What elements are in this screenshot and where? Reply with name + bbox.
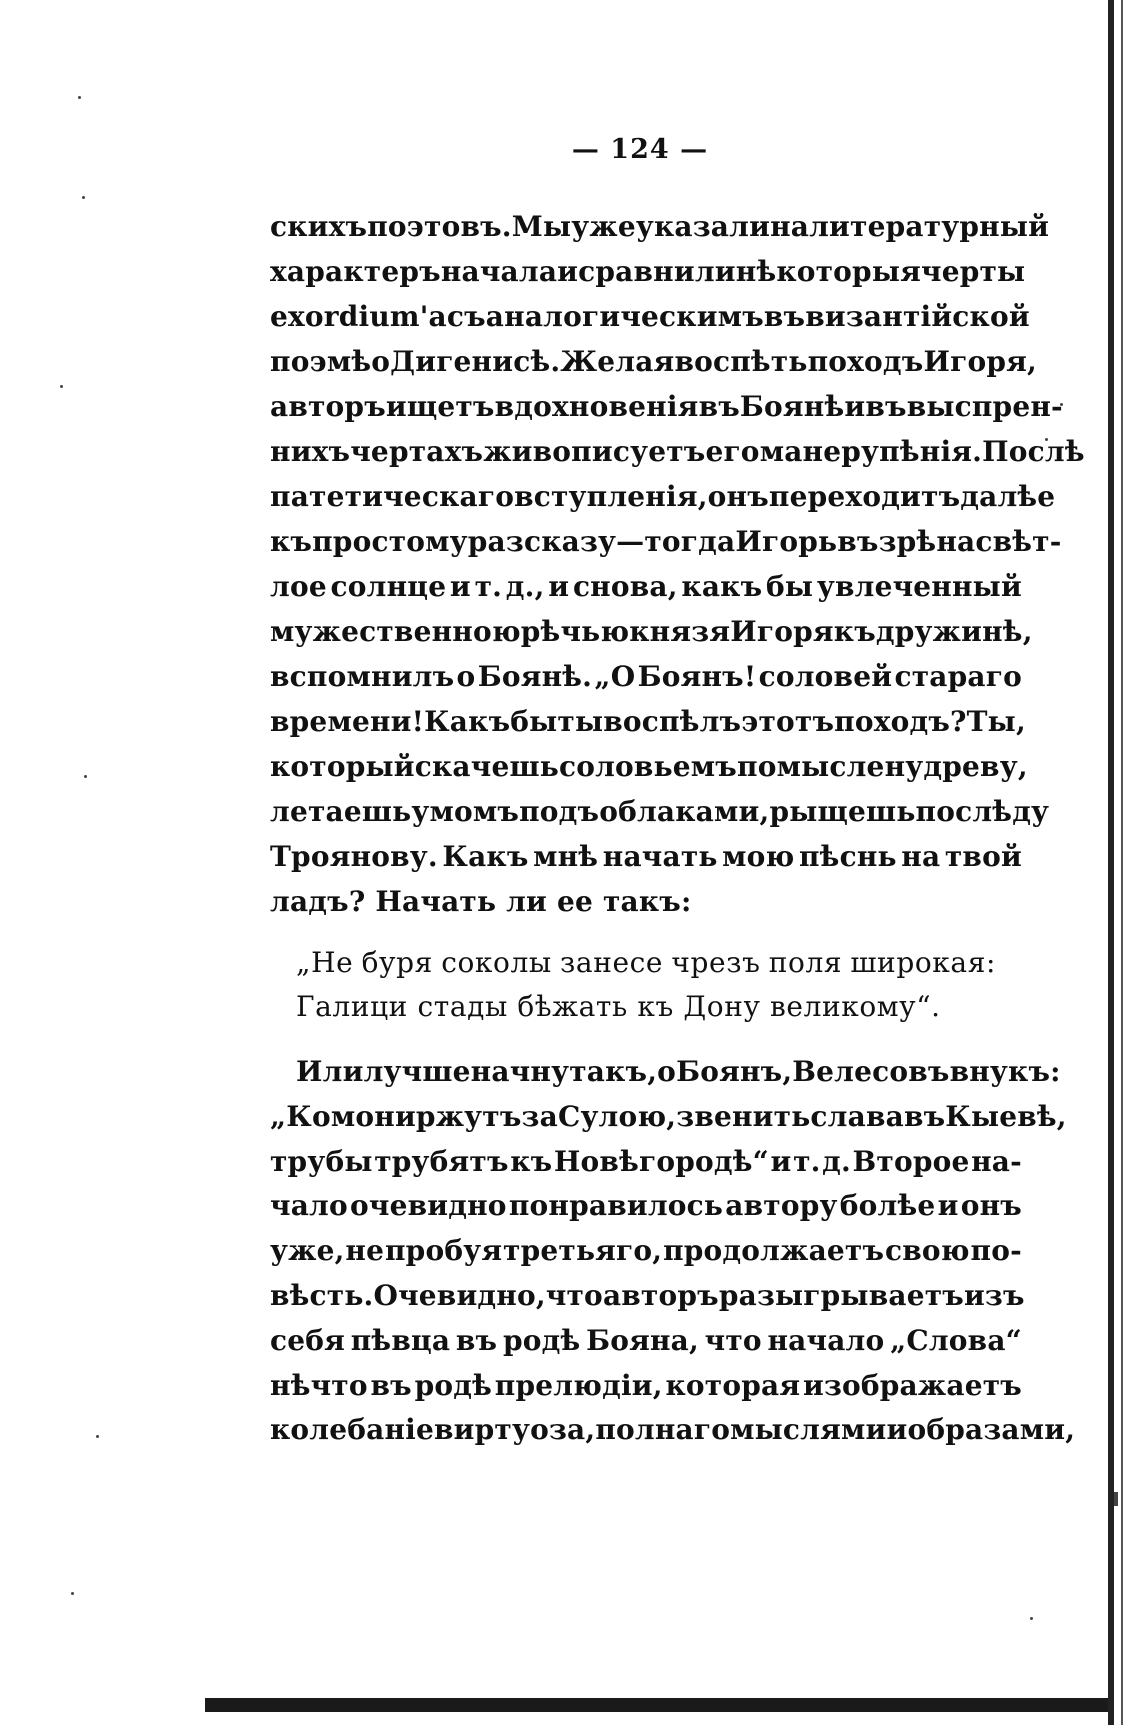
text-line: Или лучше начну такъ, о Боянъ, Велесовъ внукъ: — [296, 1055, 1061, 1088]
text-line: который скачешь соловьемъ по мыслену древу, — [270, 750, 1028, 783]
verse-line: „Не буря соколы занесе чрезъ поля широкая: — [296, 946, 996, 979]
scan-edge-right — [1108, 0, 1114, 1725]
text-line: себя пѣвца въ родѣ Бояна, что начало „Слова“ — [270, 1323, 1022, 1357]
text-line: вѣсть. Очевидно, что авторъ разыгрываетъ изъ — [270, 1278, 1025, 1312]
text-line: поэмѣ о Дигенисѣ. Желая воспѣть походъ Игоря, — [270, 345, 1037, 378]
text-line: „Комони ржутъ за Сулою, звенить слава въ Кыевѣ, — [270, 1099, 1067, 1133]
text-line: времени! Какъ бы ты воспѣлъ этотъ походъ? Ты, — [270, 705, 1026, 738]
text-line: патетическаго вступленія, онъ переходитъ далѣе — [270, 480, 1056, 513]
verse-quote — [296, 941, 996, 1029]
text-line: вспомнилъ о Боянѣ. „О Боянъ! соловей стараго — [270, 660, 1022, 693]
text-line: ладъ? Начать ли ее такъ: — [270, 885, 692, 918]
text-line: exordium'а съ аналогическимъ въ византійской — [270, 300, 1030, 333]
paragraph-2 — [270, 1050, 1076, 1453]
text-line: нѣчто въ родѣ прелюдіи, которая изображаетъ — [270, 1368, 1022, 1402]
text-line: авторъ ищетъ вдохновенія въ Боянѣ и въ выспрен- — [270, 390, 1063, 423]
text-line: трубы трубятъ къ Новѣгородѣ“ и т. д. Второе на- — [270, 1144, 1022, 1178]
text-line: скихъ поэтовъ. Мы уже указали на литературный — [270, 210, 1050, 243]
text-line: мужественною рѣчью князя Игоря къ дружинѣ, — [270, 615, 1033, 648]
text-line: летаешь умомъ подъ облаками, рыщешь по слѣду — [270, 795, 1050, 828]
text-line: уже, не пробуя третьяго, продолжаетъ свою по- — [270, 1234, 1022, 1268]
verse-line: Галици стады бѣжать къ Дону великому“. — [296, 990, 941, 1023]
paragraph-1 — [270, 204, 1085, 924]
text-line: колебаніе виртуоза, полнаго мыслями и образами, — [270, 1413, 1076, 1447]
text-line: Троянову. Какъ мнѣ начать мою пѣснь на твой — [270, 840, 1022, 873]
text-line: къ простому разсказу—тогда Игорь възрѣ на свѣт- — [270, 525, 1062, 558]
page-number: — 124 — — [571, 134, 709, 165]
scan-edge-bottom — [205, 1698, 1108, 1712]
text-line: лое солнце и т. д., и снова, какъ бы увлеченный — [270, 570, 1022, 603]
scan-edge-right-thin — [1121, 0, 1123, 1725]
text-line: характеръ начала и сравнили нѣкоторыя черты — [270, 255, 1026, 288]
text-line: чало очевидно понравилось автору болѣе и онъ — [270, 1189, 1022, 1223]
text-line: нихъ чертахъ живописуетъ его манеру пѣнія. Послѣ — [270, 435, 1085, 468]
